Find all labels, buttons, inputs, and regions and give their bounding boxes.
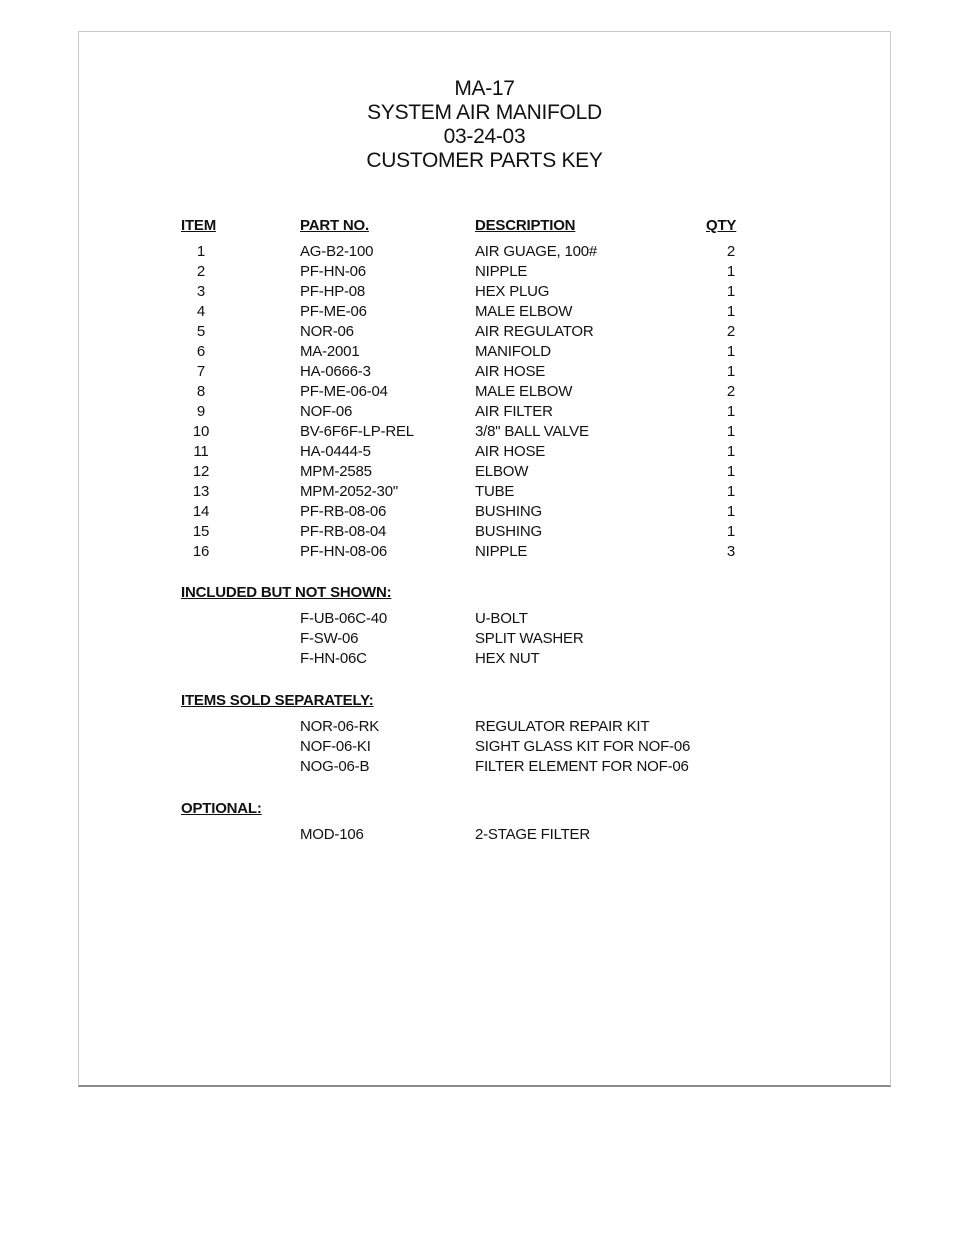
row-part-no: PF-RB-08-04	[300, 523, 387, 540]
row-item: 1	[196, 243, 206, 260]
header-item: ITEM	[181, 217, 217, 234]
included-heading: INCLUDED BUT NOT SHOWN:	[181, 584, 392, 601]
row-item: 15	[192, 523, 210, 540]
row-part-no: PF-ME-06-04	[300, 383, 388, 400]
table-row	[79, 262, 890, 282]
optional-heading: OPTIONAL:	[181, 800, 262, 817]
row-item: 8	[196, 383, 206, 400]
sold-separately-heading: ITEMS SOLD SEPARATELY:	[181, 692, 374, 709]
row-qty: 1	[726, 263, 736, 280]
sold-separately-row	[79, 737, 890, 757]
row-description: NIPPLE	[475, 543, 528, 560]
table-row	[79, 282, 890, 302]
row-description: MANIFOLD	[475, 343, 551, 360]
header-qty: QTY	[706, 217, 737, 234]
row-description: AIR REGULATOR	[475, 323, 594, 340]
row-item: 16	[192, 543, 210, 560]
row-part-no: NOR-06-RK	[300, 718, 380, 735]
row-qty: 1	[726, 343, 736, 360]
row-description: AIR GUAGE, 100#	[475, 243, 598, 260]
row-item: 5	[196, 323, 206, 340]
row-description: MALE ELBOW	[475, 303, 573, 320]
row-part-no: PF-ME-06	[300, 303, 367, 320]
table-row	[79, 342, 890, 362]
row-part-no: PF-HP-08	[300, 283, 366, 300]
row-qty: 2	[726, 323, 736, 340]
row-part-no: PF-RB-08-06	[300, 503, 387, 520]
row-description: MALE ELBOW	[475, 383, 573, 400]
row-part-no: PF-HN-06	[300, 263, 366, 280]
row-qty: 2	[726, 383, 736, 400]
table-row	[79, 402, 890, 422]
row-part-no: MPM-2052-30"	[300, 483, 398, 500]
sold-separately-row	[79, 757, 890, 777]
table-row	[79, 542, 890, 562]
row-qty: 1	[726, 303, 736, 320]
row-part-no: HA-0444-5	[300, 443, 371, 460]
included-row	[79, 629, 890, 649]
row-item: 13	[192, 483, 210, 500]
row-part-no: HA-0666-3	[300, 363, 371, 380]
title-model: MA-17	[454, 77, 515, 100]
table-row	[79, 302, 890, 322]
row-part-no: AG-B2-100	[300, 243, 374, 260]
row-part-no: F-UB-06C-40	[300, 610, 387, 627]
row-part-no: NOF-06-KI	[300, 738, 371, 755]
row-item: 12	[192, 463, 210, 480]
row-description: SIGHT GLASS KIT FOR NOF-06	[475, 738, 691, 755]
row-part-no: BV-6F6F-LP-REL	[300, 423, 414, 440]
row-qty: 1	[726, 363, 736, 380]
row-description: REGULATOR REPAIR KIT	[475, 718, 650, 735]
row-part-no: NOF-06	[300, 403, 353, 420]
row-description: BUSHING	[475, 523, 542, 540]
sold-separately-row	[79, 717, 890, 737]
title-subtitle: CUSTOMER PARTS KEY	[366, 149, 603, 172]
table-header	[79, 216, 890, 236]
row-description: BUSHING	[475, 503, 542, 520]
row-part-no: F-HN-06C	[300, 650, 367, 667]
row-qty: 2	[726, 243, 736, 260]
row-item: 3	[196, 283, 206, 300]
row-item: 10	[192, 423, 210, 440]
optional-row	[79, 825, 890, 845]
row-item: 11	[193, 443, 209, 460]
row-description: NIPPLE	[475, 263, 528, 280]
row-part-no: MOD-106	[300, 826, 364, 843]
row-part-no: NOR-06	[300, 323, 354, 340]
row-part-no: NOG-06-B	[300, 758, 370, 775]
row-qty: 1	[726, 523, 736, 540]
table-row	[79, 242, 890, 262]
row-qty: 1	[726, 483, 736, 500]
table-row	[79, 442, 890, 462]
row-description: AIR HOSE	[475, 363, 546, 380]
table-row	[79, 522, 890, 542]
row-description: HEX NUT	[475, 650, 540, 667]
row-item: 7	[196, 363, 206, 380]
row-qty: 1	[726, 443, 736, 460]
table-row	[79, 502, 890, 522]
included-row	[79, 649, 890, 669]
row-part-no: MPM-2585	[300, 463, 372, 480]
row-description: AIR HOSE	[475, 443, 546, 460]
table-row	[79, 382, 890, 402]
header-description: DESCRIPTION	[475, 217, 576, 234]
row-item: 2	[196, 263, 206, 280]
row-description: 3/8" BALL VALVE	[475, 423, 589, 440]
row-qty: 1	[726, 423, 736, 440]
row-item: 4	[196, 303, 206, 320]
row-description: 2-STAGE FILTER	[475, 826, 590, 843]
table-row	[79, 482, 890, 502]
row-qty: 1	[726, 403, 736, 420]
header-part-no: PART NO.	[300, 217, 369, 234]
row-description: ELBOW	[475, 463, 529, 480]
row-description: TUBE	[475, 483, 515, 500]
row-item: 6	[196, 343, 206, 360]
table-row	[79, 422, 890, 442]
table-row	[79, 362, 890, 382]
document-title	[79, 77, 890, 173]
row-qty: 3	[726, 543, 736, 560]
row-item: 9	[196, 403, 206, 420]
row-part-no: MA-2001	[300, 343, 360, 360]
table-row	[79, 322, 890, 342]
title-system: SYSTEM AIR MANIFOLD	[367, 101, 602, 124]
row-description: SPLIT WASHER	[475, 630, 584, 647]
title-date: 03-24-03	[443, 125, 526, 148]
row-description: U-BOLT	[475, 610, 528, 627]
row-description: AIR FILTER	[475, 403, 553, 420]
row-part-no: F-SW-06	[300, 630, 359, 647]
row-qty: 1	[726, 283, 736, 300]
row-qty: 1	[726, 503, 736, 520]
document-page	[78, 31, 891, 1087]
row-qty: 1	[726, 463, 736, 480]
included-row	[79, 609, 890, 629]
row-description: HEX PLUG	[475, 283, 550, 300]
row-part-no: PF-HN-08-06	[300, 543, 387, 560]
row-item: 14	[192, 503, 210, 520]
row-description: FILTER ELEMENT FOR NOF-06	[475, 758, 689, 775]
table-row	[79, 462, 890, 482]
